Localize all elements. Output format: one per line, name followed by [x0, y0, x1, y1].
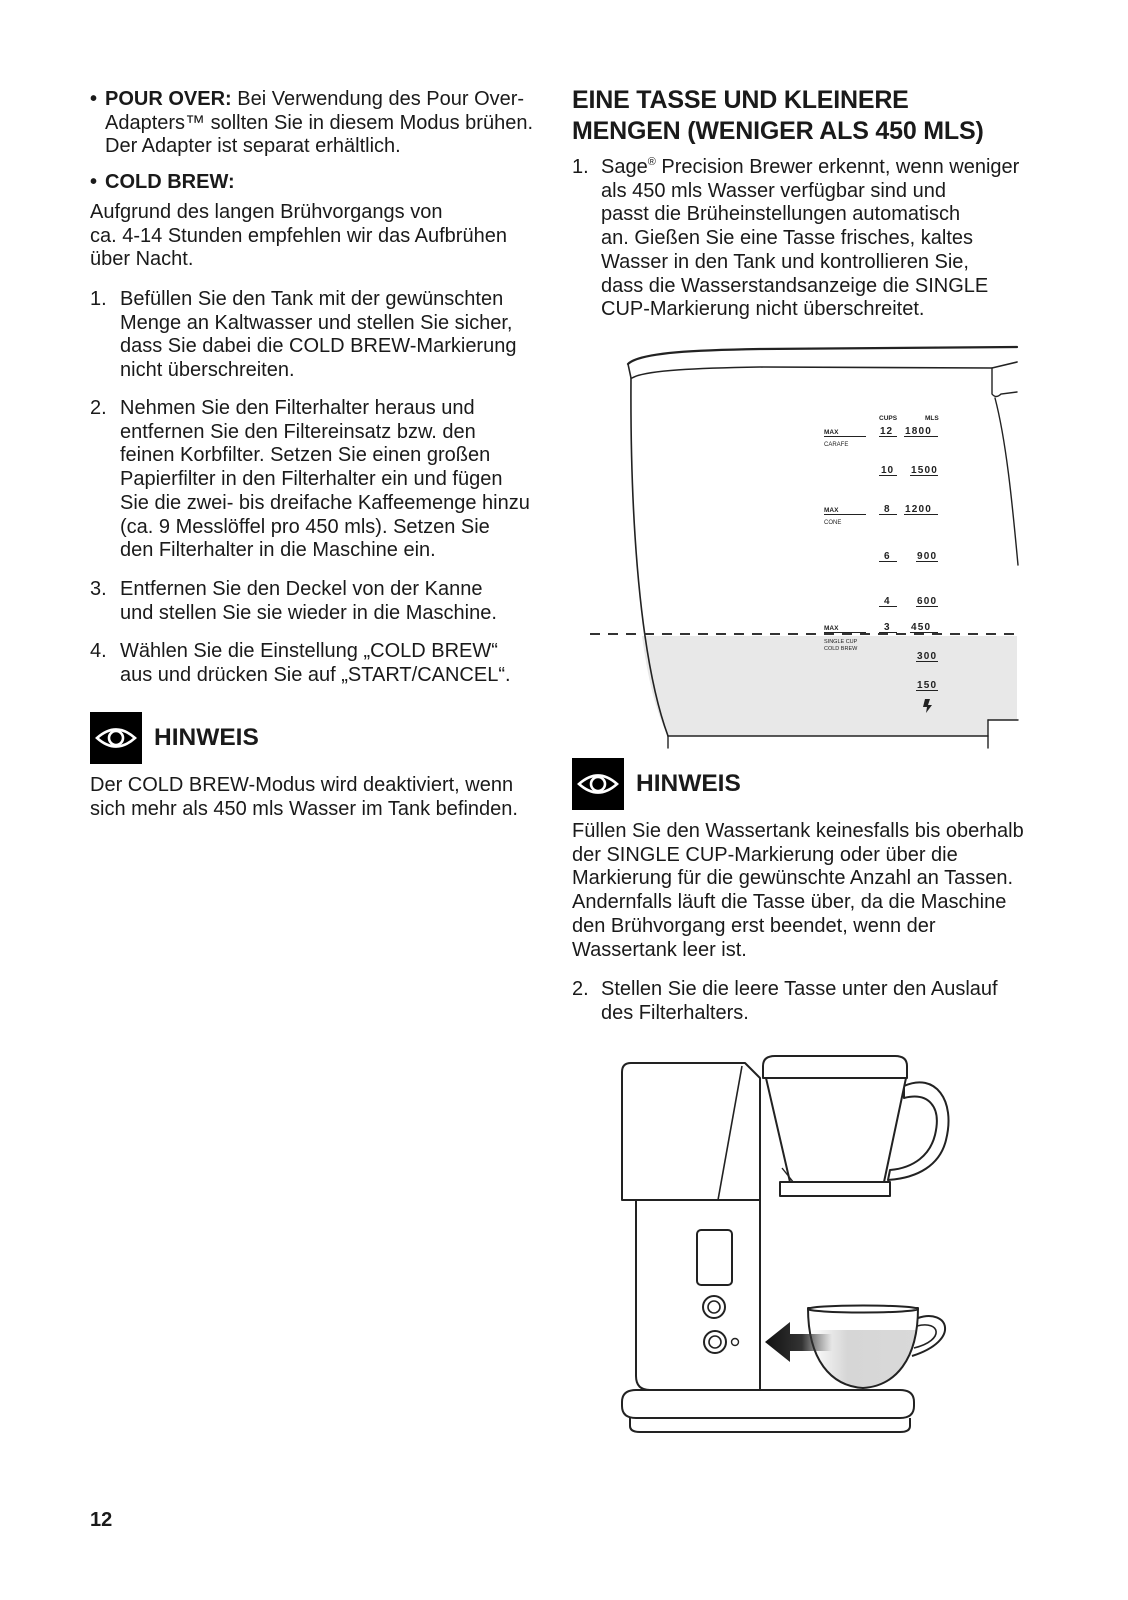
note-title: HINWEIS	[636, 770, 741, 797]
note-icon-box	[572, 758, 624, 810]
eye-icon	[572, 758, 624, 810]
note-text: Füllen Sie den Wassertank keinesfalls bis oberhalb der SINGLE CUP-Markierung oder über die Markierung für die gewünschte Anzahl an Tassen. Andernfalls läuft die Tasse über, da die Maschine den Brühvorgang erst beendet, wenn der Wassertank leer ist.	[572, 820, 1024, 961]
bullet-symbol: •	[90, 88, 98, 110]
step-number: 2.	[90, 397, 107, 419]
eye-icon	[90, 712, 142, 764]
gauge-mls-value: 300	[917, 651, 938, 662]
gauge-max-sub: SINGLE CUP	[824, 639, 858, 645]
section-heading: EINE TASSE UND KLEINERE MENGEN (WENIGER ALS 450 MLS)	[572, 86, 984, 145]
gauge-mls-value: 150	[917, 680, 938, 691]
gauge-max-sub: CARAFE	[824, 442, 849, 448]
registered-mark: ®	[647, 156, 656, 168]
step-number: 1.	[90, 288, 107, 310]
gauge-cups-value: 10	[881, 465, 895, 476]
tank-lid-inner	[632, 362, 1017, 378]
tank-handle-edge	[995, 398, 1018, 565]
bullet-symbol: •	[90, 171, 98, 193]
gauge-cups-value: 3	[884, 622, 890, 633]
cup-rim	[808, 1306, 918, 1313]
gauge-max-label: MAX	[824, 625, 839, 632]
gauge-mls-value: 450	[911, 622, 932, 633]
gauge-mls-value: 1500	[911, 465, 939, 476]
step-number: 1.	[572, 156, 589, 178]
step-text: Befüllen Sie den Tank mit der gewünschten Menge an Kaltwasser und stellen Sie sicher, dass Sie dabei die COLD BREW-Markierung nicht überschreiten.	[120, 288, 517, 382]
machine-display	[697, 1230, 732, 1285]
gauge-mls-value: 600	[917, 596, 938, 607]
coffee-machine-illustration	[615, 1045, 995, 1455]
gauge-cups-value: 4	[884, 596, 890, 607]
gauge-cups-value: 12	[880, 426, 894, 437]
gauge-mls-value: 1800	[905, 426, 933, 437]
gauge-mls-value: 1200	[905, 504, 933, 515]
step-3	[90, 578, 560, 625]
gauge-mls-header: MLS	[925, 415, 939, 422]
tank-lid-outer	[628, 347, 1017, 364]
single-cup-step-1	[572, 156, 1042, 322]
filter-holder-lid	[763, 1056, 907, 1078]
machine-base-foot	[630, 1418, 910, 1432]
step-text	[601, 156, 1019, 322]
bullet-pour-over-text: Bei Verwendung des Pour Over- Adapters™ sollten Sie in diesem Modus brühen. Der Adapter ist separat erhältlich.	[105, 88, 534, 158]
bullet-pour-over-content	[105, 88, 533, 159]
bullet-cold-brew-label: COLD BREW:	[105, 171, 235, 193]
gauge-max-sub: COLD BREW	[824, 646, 858, 652]
step-2	[90, 397, 560, 563]
gauge-max-label: MAX	[824, 429, 839, 436]
step-body: Precision Brewer erkennt, wenn weniger als 450 mls Wasser verfügbar sind und passt die Brüheinstellungen automatisch an. Gießen Sie eine Tasse frisches, kaltes Wasser in den Tank und kontrollieren Sie, dass die Wasserstandsanzeige die SINGLE CUP-Markierung nicht überschreitet.	[601, 156, 1020, 321]
bullet-pour-over-label: POUR OVER:	[105, 88, 232, 110]
tank-hinge	[992, 368, 1017, 397]
gauge-cups-value: 8	[884, 504, 890, 515]
bullet-pour-over	[90, 88, 560, 159]
filter-holder-plate	[780, 1182, 890, 1196]
step-number: 4.	[90, 640, 107, 662]
step-number: 2.	[572, 978, 589, 1000]
step-number: 3.	[90, 578, 107, 600]
water-tank-illustration	[585, 340, 1025, 755]
filter-holder-basket	[766, 1078, 906, 1182]
note-text: Der COLD BREW-Modus wird deaktiviert, wenn sich mehr als 450 mls Wasser im Tank befinden.	[90, 774, 518, 820]
step-text: Entfernen Sie den Deckel von der Kanne und stellen Sie sie wieder in die Maschine.	[120, 578, 497, 624]
step-text: Wählen Sie die Einstellung „COLD BREW“ aus und drücken Sie auf „START/CANCEL“.	[120, 640, 511, 686]
gauge-max-label: MAX	[824, 507, 839, 514]
brand-name: Sage	[601, 156, 648, 178]
gauge-max-sub: CONE	[824, 520, 842, 526]
step-text: Nehmen Sie den Filterhalter heraus und entfernen Sie den Filtereinsatz bzw. den feinen Korbfilter. Setzen Sie einen großen Papierfilter in den Filterhalter ein und fügen Sie die zwei- bis dreifache Kaffeemenge hinzu (ca. 9 Messlöffel pro 450 mls). Setzen Sie den Filterhalter in die Maschine ein.	[120, 397, 530, 562]
gauge-mls-value: 900	[917, 551, 938, 562]
step-1	[90, 288, 560, 383]
machine-body	[636, 1200, 760, 1390]
machine-indicator-light	[732, 1339, 739, 1346]
single-cup-step-2	[572, 978, 1042, 1025]
gauge-cups-header: CUPS	[879, 415, 898, 422]
cold-brew-intro: Aufgrund des langen Brühvorgangs von ca. 4-14 Stunden empfehlen wir das Aufbrühen über Nacht.	[90, 201, 507, 271]
page-number: 12	[90, 1509, 113, 1531]
note-title: HINWEIS	[154, 724, 259, 751]
note-icon-box	[90, 712, 142, 764]
gauge-cups-value: 6	[884, 551, 890, 562]
bullet-cold-brew	[90, 171, 560, 195]
machine-base	[622, 1390, 914, 1418]
step-4	[90, 640, 560, 687]
step-text: Stellen Sie die leere Tasse unter den Auslauf des Filterhalters.	[601, 978, 998, 1024]
